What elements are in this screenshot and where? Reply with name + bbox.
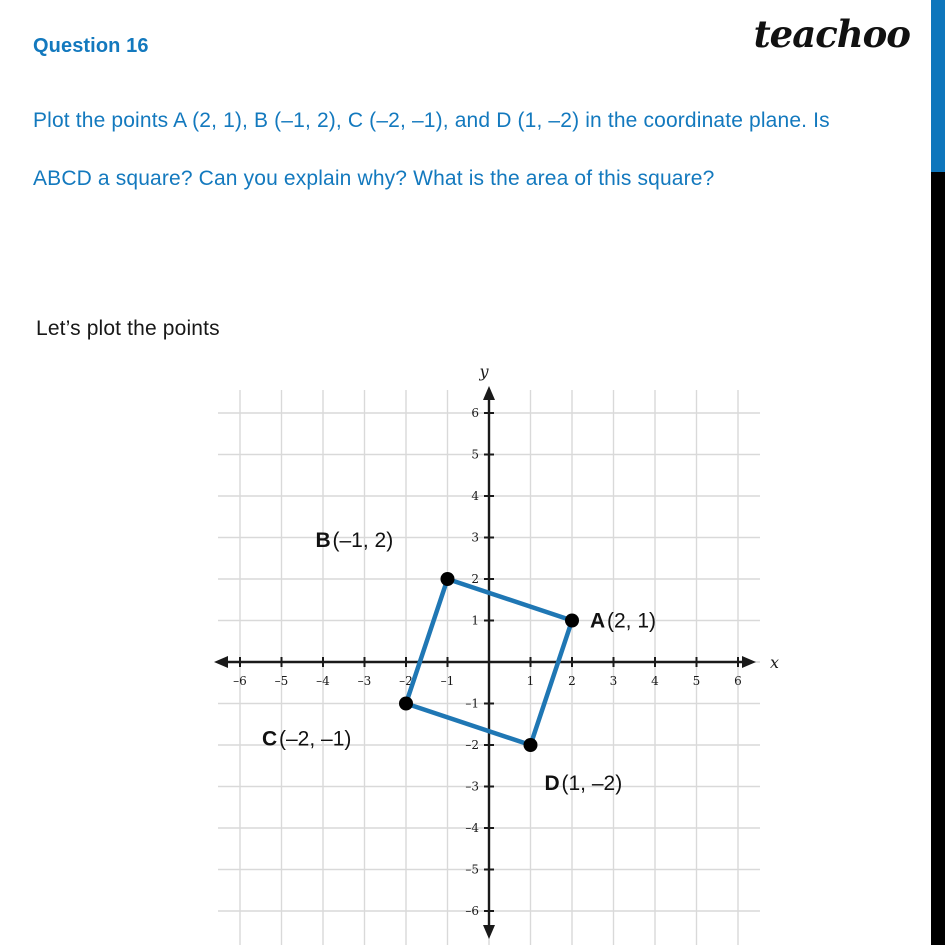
svg-text:1: 1 [526,674,535,688]
coordinate-plane-svg [0,355,945,945]
svg-text:–5: –5 [465,862,479,877]
svg-text:5: 5 [471,447,479,462]
svg-text:(1, –2): (1, –2) [561,772,623,795]
svg-text:6: 6 [734,674,742,688]
svg-text:–5: –5 [274,674,289,688]
svg-text:2: 2 [471,572,479,586]
axis-lines [214,386,756,939]
svg-text:A: A [590,609,606,633]
svg-text:–4: –4 [465,821,479,835]
svg-text:x: x [770,653,780,672]
svg-text:4: 4 [471,489,479,503]
svg-text:–6: –6 [233,674,247,688]
question-body-text: Plot the points A (2, 1), B (–1, 2), C (–2, –1), and D (1, –2) in the coordinate plane. Is ABCD a square? Can you explain why? What is the area of this square? [33,109,830,190]
svg-text:D: D [544,772,560,795]
svg-text:2: 2 [568,674,576,688]
brand-logo: teachoo [753,12,910,56]
svg-text:–3: –3 [465,779,479,794]
svg-text:(–1, 2): (–1, 2) [332,529,394,552]
svg-text:3: 3 [471,530,479,545]
point-marker-a [565,614,579,628]
svg-text:–6: –6 [465,904,479,918]
point-label-c [262,728,351,751]
solution-lead-in-text: Let’s plot the points [36,317,220,340]
svg-text:(–2, –1): (–2, –1) [279,727,352,751]
point-label-a [590,610,656,633]
point-marker-d [524,738,538,752]
svg-text:–2: –2 [399,674,413,688]
svg-text:C: C [262,727,278,751]
svg-text:(2, 1): (2, 1) [607,609,657,633]
coordinate-plane-figure [0,355,945,945]
edge-accent-bar-blue [931,0,945,172]
svg-text:4: 4 [651,674,659,688]
svg-text:3: 3 [609,674,618,688]
svg-text:5: 5 [692,674,701,688]
svg-text:–1: –1 [440,674,455,688]
svg-text:–3: –3 [357,674,372,688]
svg-text:y: y [479,362,489,381]
question-heading: Question 16 [33,35,149,57]
svg-text:6: 6 [471,406,479,420]
svg-text:1: 1 [471,613,479,628]
svg-text:B: B [315,529,331,552]
point-marker-b [441,572,455,586]
svg-text:–4: –4 [316,674,330,688]
point-label-d [545,772,623,795]
point-marker-c [399,697,413,711]
point-label-b [316,529,394,552]
svg-text:–1: –1 [465,696,479,711]
svg-text:–2: –2 [465,738,479,752]
